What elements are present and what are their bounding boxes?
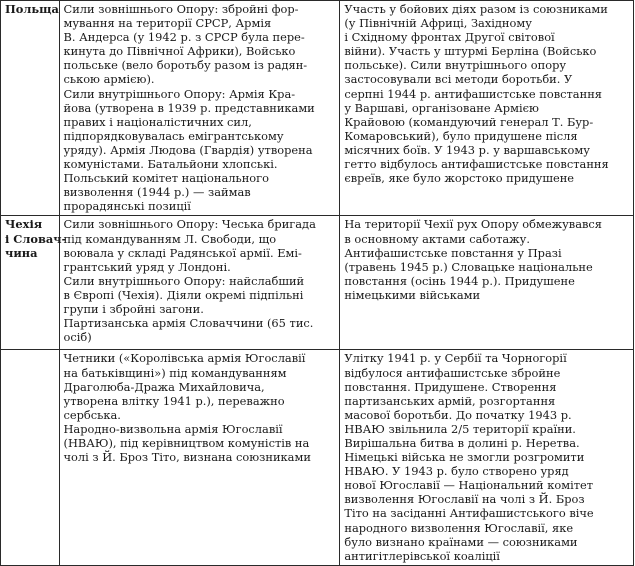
cell-text-line: Партизанська армія Словаччини (65 тис. <box>63 316 314 331</box>
cell-text-line: НВАЮ звільнила 2/5 території країни. <box>344 421 576 436</box>
cell-text-line: на батьківщині») під командуванням <box>63 365 287 380</box>
cell-text-line: Антифашистське повстання у Празі <box>344 245 562 260</box>
cell-text-line: гетто відбулось антифашистське повстання <box>344 157 609 172</box>
cell-text-line: Польський комітет національного <box>63 171 269 186</box>
cell-text-line: осіб) <box>63 330 92 345</box>
cell-text-line: сербська. <box>63 407 121 422</box>
cell-text-line: На території Чехії рух Опору обмежувався <box>344 217 602 232</box>
resistance-forces-cell <box>59 216 340 350</box>
cell-text-line: місячних боїв. У 1943 р. у варшавському <box>344 142 590 157</box>
country-cell <box>1 1 60 216</box>
cell-text-line: утворена влітку 1941 р.), переважно <box>63 393 285 408</box>
country-cell <box>1 350 60 565</box>
cell-text-line: воювала у складі Радянської армії. Емі- <box>63 245 302 260</box>
cell-text-line: Тіто на засіданні Антифашистського віче <box>344 506 594 521</box>
cell-text-line: Народно-визвольна армія Югославії <box>63 421 283 436</box>
cell-text-line: повстання (осінь 1944 р.). Придушене <box>344 273 575 288</box>
cell-text-line: Вирішальна битва в долині р. Неретва. <box>344 435 580 450</box>
table-row <box>1 350 634 565</box>
cell-text-line: народного визволення Югославії, яке <box>344 520 574 535</box>
cell-text-line: ською армією). <box>63 72 155 87</box>
cell-text-line: повстання. Придушене. Створення <box>344 379 557 394</box>
cell-text-line: визволення Югославії на чолі з Й. Броз <box>344 492 585 507</box>
cell-text-line: (травень 1945 р.) Словацьке національне <box>344 259 593 274</box>
cell-text-line: масової боротьби. До початку 1943 р. <box>344 407 572 422</box>
cell-text-line: (у Північній Африці, Західному <box>344 16 532 31</box>
cell-text-line: Крайовою (командуючий генерал Т. Бур- <box>344 114 594 129</box>
cell-text-line: Сили зовнішнього Опору: Чеська бригада <box>63 217 316 232</box>
cell-text-line: у Варшаві, організоване Армією <box>344 100 539 115</box>
cell-text-line: Участь у бойових діях разом із союзниками <box>344 2 608 16</box>
cell-text-line: німецькими військами <box>344 287 481 302</box>
cell-text-line: було визнано країнами — союзниками <box>344 534 578 549</box>
cell-text-line: уряду). Армія Людова (Гвардія) утворена <box>63 142 313 157</box>
resistance-forces-cell <box>59 350 340 565</box>
cell-text-line: чолі з Й. Броз Тіто, визнана союзниками <box>63 450 311 465</box>
country-name-line: Чехія <box>5 217 43 232</box>
cell-text-line: польське (вело боротьбу разом із радян- <box>63 58 308 73</box>
cell-text-line: партизанських армій, розгортання <box>344 393 556 408</box>
country-name-line: Польща <box>5 2 59 16</box>
cell-text-line: визволення (1944 р.) — займав <box>63 185 251 200</box>
table-row <box>1 216 634 350</box>
cell-text-line: війни). Участь у штурмі Берліна (Войсько <box>344 44 597 59</box>
cell-text-line: в Європі (Чехія). Діяли окремі підпільні <box>63 287 304 302</box>
cell-text-line: грантський уряд у Лондоні. <box>63 259 231 274</box>
cell-text-line: Сили внутрішнього Опору: Армія Кра- <box>63 86 296 101</box>
cell-text-line: польське). Сили внутрішнього опору <box>344 58 567 73</box>
cell-text-line: відбулося антифашистське збройне <box>344 365 561 380</box>
cell-text-line: в основному актами саботажу. <box>344 231 530 246</box>
cell-text-line: комуністами. Батальйони хлопські. <box>63 157 278 172</box>
country-name-line: і Словач- <box>5 231 67 246</box>
cell-text-line: йова (утворена в 1939 р. представниками <box>63 100 315 115</box>
cell-text-line: серпні 1944 р. антифашистське повстання <box>344 86 602 101</box>
cell-text-line: правих і націоналістичних сил, <box>63 114 252 129</box>
resistance-actions-cell <box>340 1 634 216</box>
cell-text-line: застосовували всі методи боротьби. У <box>344 72 573 87</box>
cell-text-line: Четники («Королівська армія Югославії <box>63 351 306 366</box>
cell-text-line: Комаровський), було придушене після <box>344 128 578 143</box>
cell-text-line: Драголюба-Дража Михайловича, <box>63 379 265 394</box>
cell-text-line: антигітлерівської коаліції <box>344 548 500 563</box>
cell-text-line: групи і збройні загони. <box>63 301 204 316</box>
cell-text-line: і Східному фронтах Другої світової <box>344 30 555 45</box>
cell-text-line: євреїв, яке було жорстоко придушене <box>344 171 575 186</box>
cell-text-line: Німецькі війська не змогли розгромити <box>344 450 585 465</box>
cell-text-line: Улітку 1941 р. у Сербії та Чорногорії <box>344 351 567 366</box>
table-row <box>1 1 634 216</box>
cell-text-line: нової Югославії — Національний комітет <box>344 478 594 493</box>
resistance-actions-cell <box>340 216 634 350</box>
cell-text-line: підпорядковувалась емігрантському <box>63 128 284 143</box>
cell-text-line: В. Андерса (у 1942 р. з СРСР була пере- <box>63 30 305 45</box>
country-name-line: чина <box>5 245 38 260</box>
cell-text-line: кинута до Північної Африки), Войсько <box>63 44 296 59</box>
cell-text-line: Сили зовнішнього Опору: збройні фор- <box>63 2 299 16</box>
cell-text-line: мування на території СРСР, Армія <box>63 16 272 31</box>
country-cell <box>1 216 67 350</box>
cell-text-line: (НВАЮ), під керівництвом комуністів на <box>63 435 310 450</box>
table-body <box>1 1 634 566</box>
cell-text-line: прорадянські позиції <box>63 199 191 214</box>
cell-text-line: НВАЮ. У 1943 р. було створено уряд <box>344 464 569 479</box>
cell-text-line: Сили внутрішнього Опору: найслабший <box>63 273 305 288</box>
resistance-forces-cell <box>59 1 340 216</box>
resistance-actions-cell <box>340 350 634 565</box>
cell-text-line: під командуванням Л. Свободи, що <box>63 231 277 246</box>
